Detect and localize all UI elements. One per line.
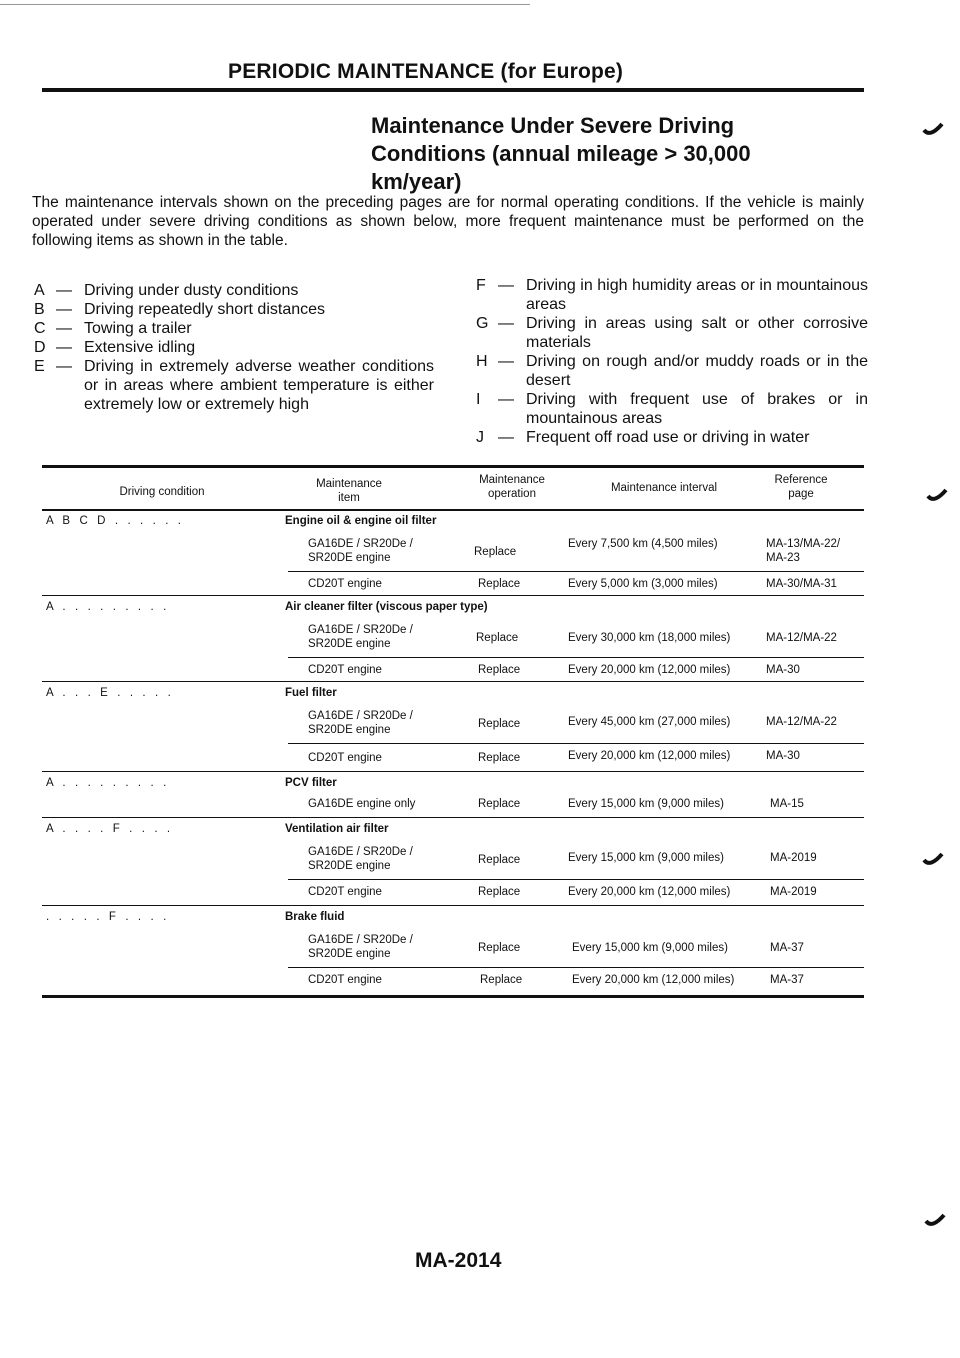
row-rule (288, 571, 864, 572)
table-group (42, 687, 864, 771)
row-reference: MA-2019 (770, 852, 817, 864)
group-conditions: A . . . E . . . . . (46, 687, 172, 699)
condition-dash: — (56, 358, 72, 375)
check-mark-icon (922, 122, 944, 138)
col-header-item: Maintenance item (316, 478, 382, 504)
condition-dash: — (56, 339, 72, 356)
condition-item (34, 338, 434, 357)
table-group (42, 515, 864, 599)
row-engine: GA16DE / SR20De / SR20DE engine (308, 624, 413, 650)
condition-dash: — (56, 282, 72, 299)
row-operation: Replace (474, 546, 517, 558)
row-engine: CD20T engine (308, 752, 382, 764)
condition-letter: H (476, 353, 488, 370)
table-group (42, 911, 864, 995)
condition-text: Towing a trailer (84, 320, 192, 337)
row-operation: Replace (478, 752, 521, 764)
condition-item (476, 314, 868, 352)
group-conditions: A B C D . . . . . . (46, 515, 182, 527)
condition-letter: I (476, 391, 481, 408)
row-engine: CD20T engine (308, 974, 382, 986)
group-rule (42, 771, 864, 772)
page-header-title: PERIODIC MAINTENANCE (for Europe) (228, 60, 624, 83)
col-header-interval: Maintenance interval (610, 482, 718, 494)
group-item: Fuel filter (285, 687, 337, 699)
table-header-rule (42, 509, 864, 511)
row-interval: Every 45,000 km (27,000 miles) (568, 716, 731, 728)
table-top-rule (42, 465, 864, 468)
condition-dash: — (498, 277, 514, 294)
row-engine: CD20T engine (308, 578, 382, 590)
top-scan-rule (0, 4, 530, 5)
row-reference: MA-30/MA-31 (766, 578, 837, 590)
condition-letter: A (34, 282, 45, 299)
intro-paragraph: The maintenance intervals shown on the preceding pages are for normal operating conditions. If the vehicle is mainly operated under severe driving conditions as shown below, more frequent maintenance must be performed on the following items as shown in the table. (32, 194, 864, 249)
row-reference: MA-13/MA-22/ MA-23 (766, 538, 841, 564)
table-bottom-rule (42, 995, 864, 998)
row-operation: Replace (480, 974, 523, 986)
row-interval: Every 15,000 km (9,000 miles) (572, 942, 728, 954)
row-rule (288, 657, 864, 658)
group-item: PCV filter (285, 777, 337, 789)
condition-text: Driving with frequent use of brakes or in mountainous areas (526, 391, 868, 427)
condition-item (476, 352, 868, 390)
condition-dash: — (56, 320, 72, 337)
row-operation: Replace (478, 578, 521, 590)
page-number: MA-2014 (415, 1249, 502, 1272)
group-rule (42, 905, 864, 906)
group-conditions: . . . . . F . . . . (46, 911, 168, 923)
condition-letter: B (34, 301, 45, 318)
row-engine: GA16DE / SR20De / SR20DE engine (308, 538, 413, 564)
condition-text: Driving in high humidity areas or in mountainous areas (526, 277, 868, 313)
row-rule (288, 879, 864, 880)
check-mark-icon (924, 1213, 946, 1229)
row-engine: GA16DE / SR20De / SR20DE engine (308, 846, 413, 872)
condition-text: Driving on rough and/or muddy roads or in the desert (526, 353, 868, 389)
check-mark-icon (926, 488, 948, 504)
row-operation: Replace (478, 718, 521, 730)
condition-letter: G (476, 315, 489, 332)
condition-item (34, 357, 434, 414)
row-interval: Every 20,000 km (12,000 miles) (568, 750, 731, 762)
group-item: Brake fluid (285, 911, 345, 923)
condition-dash: — (498, 429, 514, 446)
condition-dash: — (498, 391, 514, 408)
condition-text: Extensive idling (84, 339, 196, 356)
row-reference: MA-15 (770, 798, 804, 810)
row-operation: Replace (478, 942, 521, 954)
row-engine: CD20T engine (308, 664, 382, 676)
col-header-reference: Reference page (774, 474, 828, 500)
row-operation: Replace (478, 798, 521, 810)
group-conditions: A . . . . F . . . . (46, 823, 172, 835)
row-interval: Every 15,000 km (9,000 miles) (568, 852, 724, 864)
row-engine: GA16DE / SR20De / SR20DE engine (308, 710, 413, 736)
group-rule (42, 817, 864, 818)
condition-text: Driving repeatedly short distances (84, 301, 326, 318)
condition-text: Driving under dusty conditions (84, 282, 299, 299)
row-interval: Every 20,000 km (12,000 miles) (568, 664, 731, 676)
row-interval: Every 20,000 km (12,000 miles) (572, 974, 735, 986)
condition-text: Driving in extremely adverse weather conditions or in areas where ambient temperature is either extremely low or extremely high (84, 358, 434, 413)
group-conditions: A . . . . . . . . . (46, 601, 168, 613)
row-reference: MA-37 (770, 974, 804, 986)
row-interval: Every 30,000 km (18,000 miles) (568, 632, 731, 644)
table-group (42, 823, 864, 907)
row-interval: Every 20,000 km (12,000 miles) (568, 886, 731, 898)
row-reference: MA-30 (766, 750, 800, 762)
condition-item (476, 276, 868, 314)
row-rule (288, 967, 864, 968)
header-rule (42, 88, 864, 92)
condition-letter: D (34, 339, 46, 356)
check-mark-icon (922, 852, 944, 868)
group-rule (42, 681, 864, 682)
table-group (42, 601, 864, 685)
row-engine: GA16DE engine only (308, 798, 416, 810)
col-header-driving-condition: Driving condition (119, 486, 205, 498)
group-item: Ventilation air filter (285, 823, 389, 835)
condition-letter: E (34, 358, 45, 375)
group-rule (42, 595, 864, 596)
condition-dash: — (498, 353, 514, 370)
condition-item (476, 390, 868, 428)
condition-letter: J (476, 429, 484, 446)
group-conditions: A . . . . . . . . . (46, 777, 168, 789)
row-interval: Every 5,000 km (3,000 miles) (568, 578, 718, 590)
row-operation: Replace (478, 854, 521, 866)
group-item: Air cleaner filter (viscous paper type) (285, 601, 488, 613)
row-reference: MA-30 (766, 664, 800, 676)
row-reference: MA-12/MA-22 (766, 632, 837, 644)
row-operation: Replace (476, 632, 519, 644)
table-group (42, 777, 864, 821)
conditions-right-list (476, 276, 868, 447)
condition-dash: — (56, 301, 72, 318)
condition-letter: C (34, 320, 46, 337)
row-interval: Every 15,000 km (9,000 miles) (568, 798, 724, 810)
row-engine: CD20T engine (308, 886, 382, 898)
conditions-left-list (34, 281, 434, 414)
group-item: Engine oil & engine oil filter (285, 515, 437, 527)
condition-item (34, 281, 434, 300)
col-header-operation: Maintenance operation (479, 474, 545, 500)
condition-text: Driving in areas using salt or other corrosive materials (526, 315, 868, 351)
row-reference: MA-37 (770, 942, 804, 954)
condition-item (476, 428, 868, 447)
condition-item (34, 319, 434, 338)
row-reference: MA-2019 (770, 886, 817, 898)
row-engine: GA16DE / SR20De / SR20DE engine (308, 934, 413, 960)
condition-text: Frequent off road use or driving in water (526, 429, 810, 446)
row-interval: Every 7,500 km (4,500 miles) (568, 538, 718, 550)
section-title: Maintenance Under Severe Driving Conditions (annual mileage > 30,000 km/year) (371, 113, 751, 194)
row-rule (288, 743, 864, 744)
condition-item (34, 300, 434, 319)
condition-dash: — (498, 315, 514, 332)
row-operation: Replace (478, 886, 521, 898)
condition-letter: F (476, 277, 486, 294)
row-reference: MA-12/MA-22 (766, 716, 837, 728)
row-operation: Replace (478, 664, 521, 676)
